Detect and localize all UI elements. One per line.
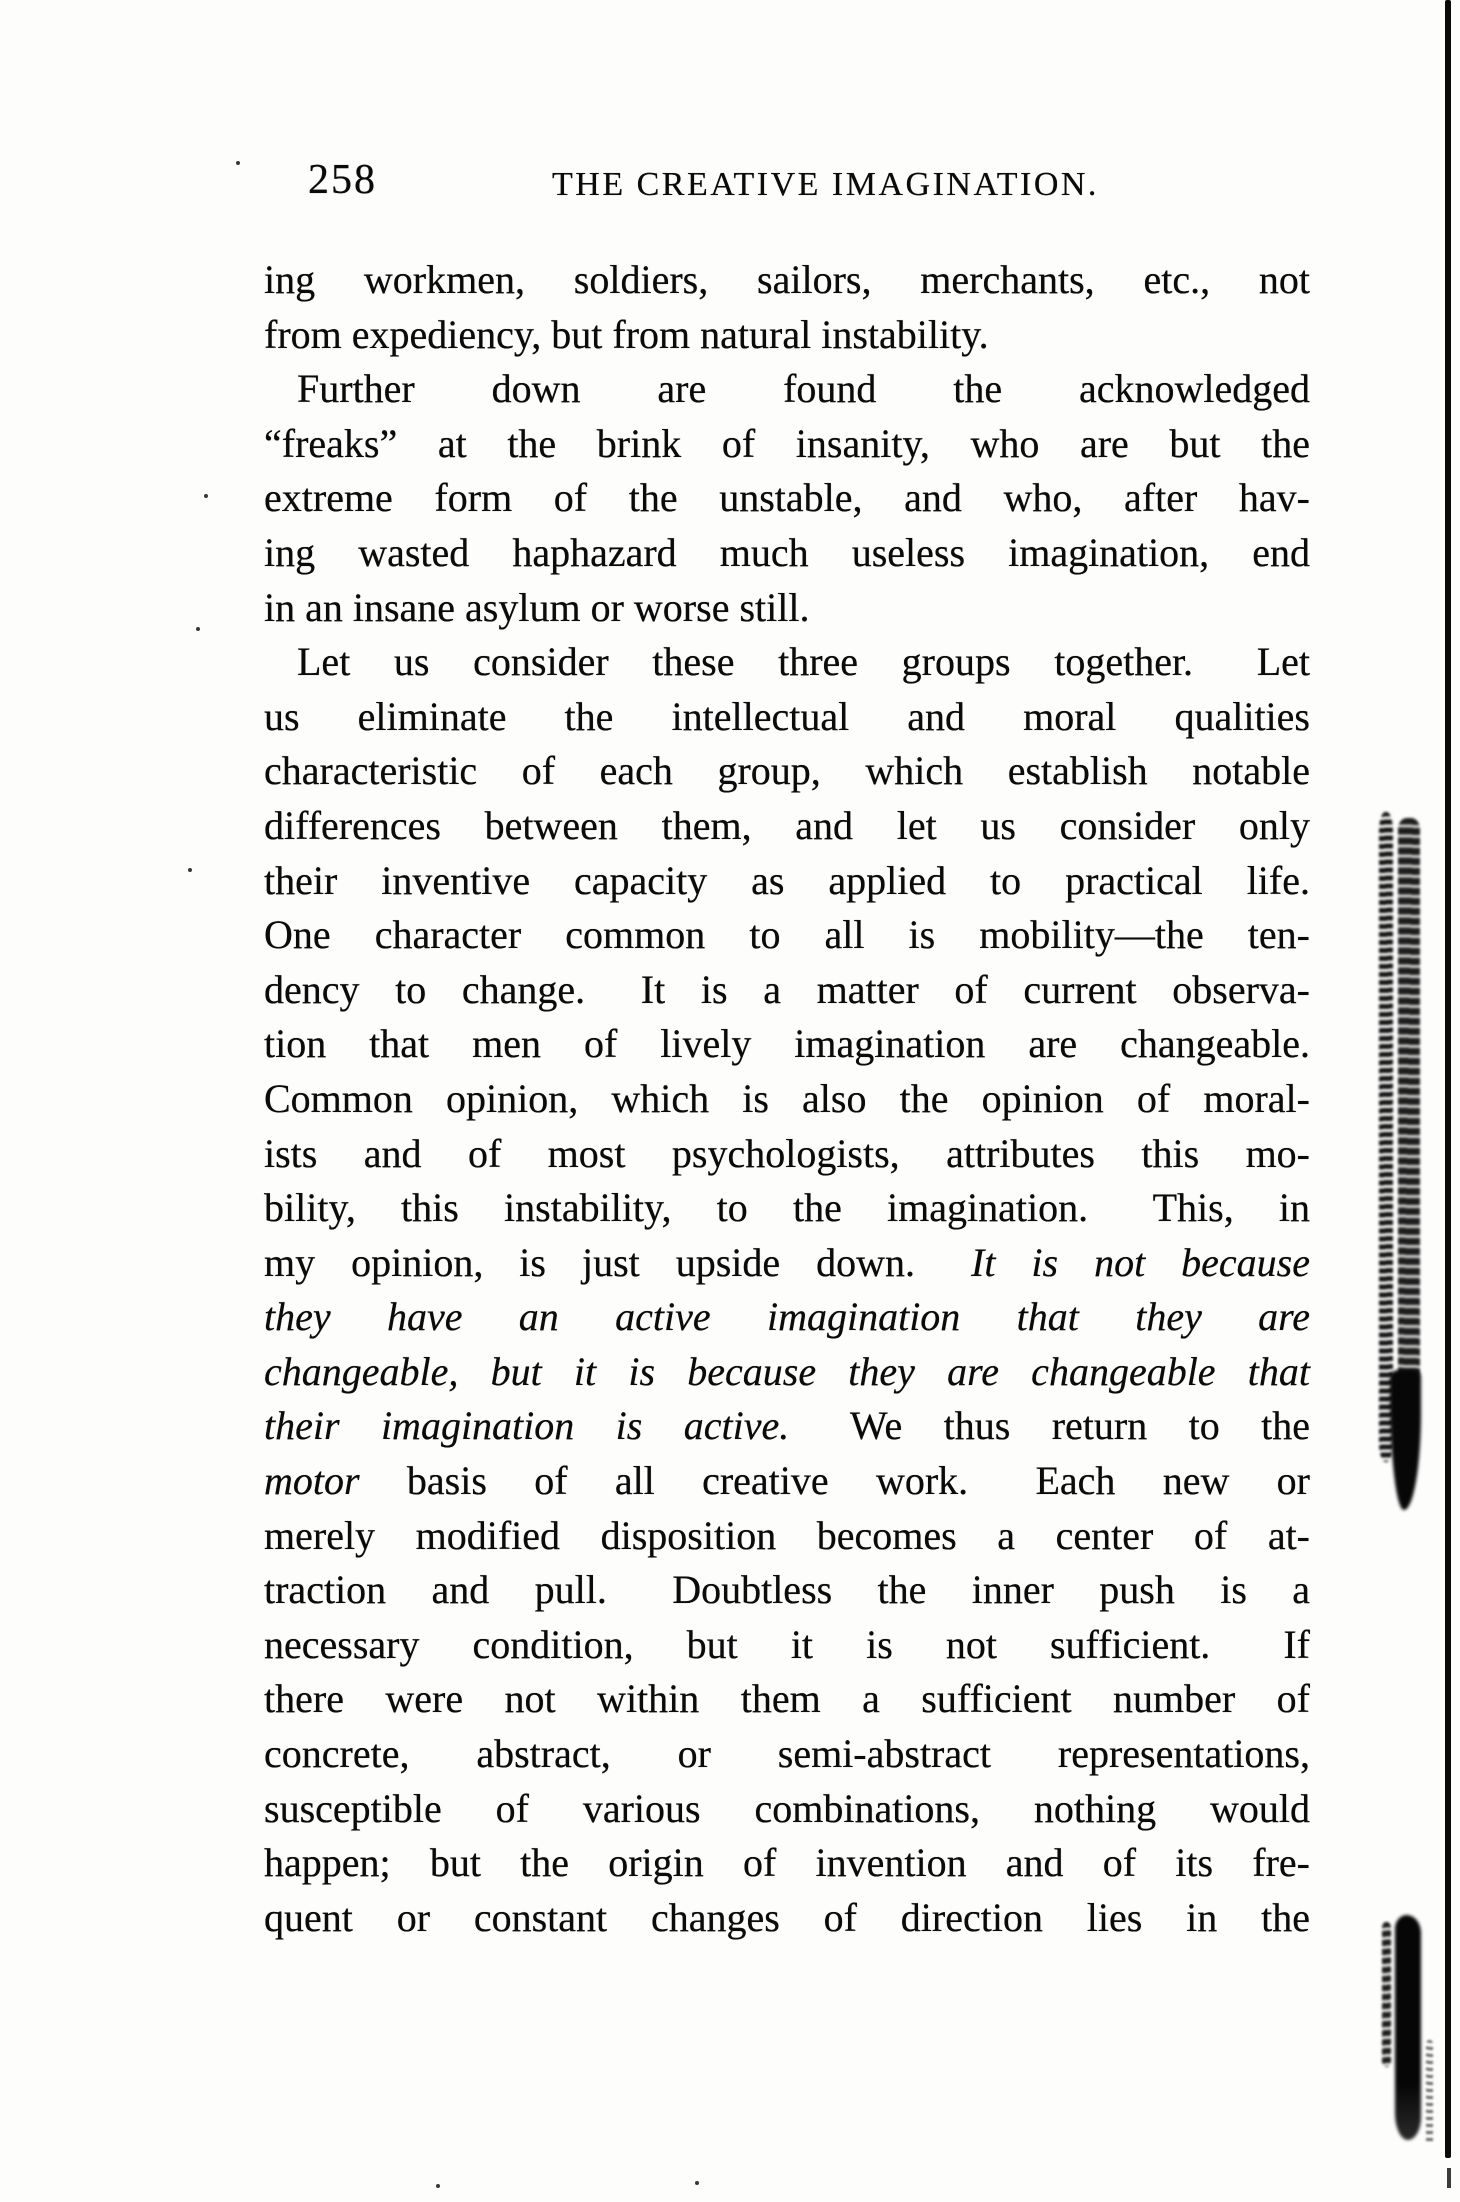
scan-speck	[196, 627, 200, 631]
text-line	[264, 1017, 1310, 1072]
text-line	[264, 253, 1310, 308]
text-run: ing workmen, soldiers, sailors, merchants, etc., not	[264, 257, 1310, 302]
text-run: characteristic of each group, which establish notable	[264, 748, 1310, 794]
text-line	[264, 417, 1310, 472]
ink-smudge-middle-left	[1379, 812, 1393, 1462]
text-line	[264, 581, 1310, 636]
text-run: their inventive capacity as applied to practical life.	[264, 857, 1310, 903]
text-run: One character common to all is mobility—the ten-	[264, 912, 1310, 958]
text-run: tion that men of lively imagination are changeable.	[264, 1021, 1310, 1067]
text-run: dency to change. It is a matter of current observa-	[264, 966, 1310, 1012]
text-line	[264, 635, 1310, 690]
text-run: We thus return to the	[789, 1403, 1310, 1449]
italic-text-run: their imagination is active.	[264, 1403, 790, 1449]
text-line	[264, 1509, 1310, 1564]
text-line	[264, 1782, 1310, 1837]
text-line	[264, 526, 1310, 581]
text-line	[264, 1891, 1310, 1946]
text-run: from expediency, but from natural instability.	[264, 311, 989, 357]
italic-text-run: they have an active imagination that they are	[264, 1294, 1310, 1340]
text-line	[264, 1399, 1310, 1454]
body-text	[264, 253, 1310, 1945]
text-line	[264, 1836, 1310, 1891]
text-run: in an insane asylum or worse still.	[264, 584, 810, 630]
text-run: concrete, abstract, or semi-abstract representations,	[264, 1731, 1310, 1777]
text-run: basis of all creative work. Each new or	[359, 1458, 1310, 1504]
text-line	[264, 1181, 1310, 1236]
scan-speck	[236, 161, 240, 165]
text-run: “freaks” at the brink of insanity, who are but the	[264, 420, 1310, 466]
text-line	[264, 1727, 1310, 1782]
ink-smudge-bottom-left	[1382, 1922, 1391, 2067]
running-title: THE CREATIVE IMAGINATION.	[552, 166, 1099, 203]
text-run: happen; but the origin of invention and of its fre-	[264, 1840, 1310, 1886]
text-run: bility, this instability, to the imagination. This, in	[264, 1185, 1310, 1231]
text-run: differences between them, and let us consider only	[264, 802, 1310, 848]
text-run: extreme form of the unstable, and who, after hav-	[264, 475, 1310, 521]
text-line	[264, 1345, 1310, 1400]
text-run: necessary condition, but it is not sufficient. If	[264, 1621, 1310, 1667]
scan-speck	[436, 2184, 440, 2188]
text-run: Further down are found the acknowledged	[297, 366, 1310, 412]
scan-edge-line	[1445, 0, 1451, 2158]
text-run: Let us consider these three groups together. Let	[297, 639, 1310, 685]
text-run: merely modified disposition becomes a center of at-	[264, 1512, 1310, 1558]
text-line	[264, 1236, 1310, 1291]
scan-edge-line-tail	[1447, 2168, 1451, 2188]
text-run: ing wasted haphazard much useless imagination, end	[264, 529, 1310, 575]
text-line	[264, 690, 1310, 745]
text-line	[264, 1618, 1310, 1673]
page-number: 258	[308, 157, 377, 203]
ink-smudge-bottom-main	[1395, 1915, 1421, 2140]
italic-text-run: It is not because	[971, 1239, 1310, 1285]
text-run: ists and of most psychologists, attributes this mo-	[264, 1130, 1310, 1176]
text-run: quent or constant changes of direction lies in the	[264, 1894, 1310, 1940]
scan-speck	[695, 2181, 699, 2185]
text-line	[264, 963, 1310, 1018]
text-line	[264, 1290, 1310, 1345]
ink-smudge-bottom-right	[1426, 2040, 1433, 2145]
text-run: susceptible of various combinations, nothing would	[264, 1785, 1310, 1831]
text-run: there were not within them a sufficient number of	[264, 1676, 1310, 1722]
text-line	[264, 1563, 1310, 1618]
ink-smudge-middle-right	[1398, 818, 1420, 1383]
text-run: us eliminate the intellectual and moral qualities	[264, 693, 1310, 739]
text-line	[264, 1672, 1310, 1727]
text-line	[264, 1127, 1310, 1182]
italic-text-run: changeable, but it is because they are changeable that	[264, 1348, 1310, 1394]
scan-speck	[188, 868, 192, 872]
italic-text-run: motor	[264, 1458, 360, 1504]
text-run: Common opinion, which is also the opinion of moral-	[264, 1075, 1310, 1121]
text-run: traction and pull. Doubtless the inner push is a	[264, 1567, 1310, 1613]
text-line	[264, 1072, 1310, 1127]
ink-smudge-middle-blob	[1390, 1370, 1421, 1510]
text-line	[264, 854, 1310, 909]
text-line	[264, 1454, 1310, 1509]
text-line	[264, 908, 1310, 963]
text-line	[264, 799, 1310, 854]
scan-speck	[204, 494, 208, 498]
text-line	[264, 308, 1310, 363]
text-line	[264, 744, 1310, 799]
text-line	[264, 362, 1310, 417]
text-run: my opinion, is just upside down.	[264, 1239, 971, 1285]
text-line	[264, 471, 1310, 526]
